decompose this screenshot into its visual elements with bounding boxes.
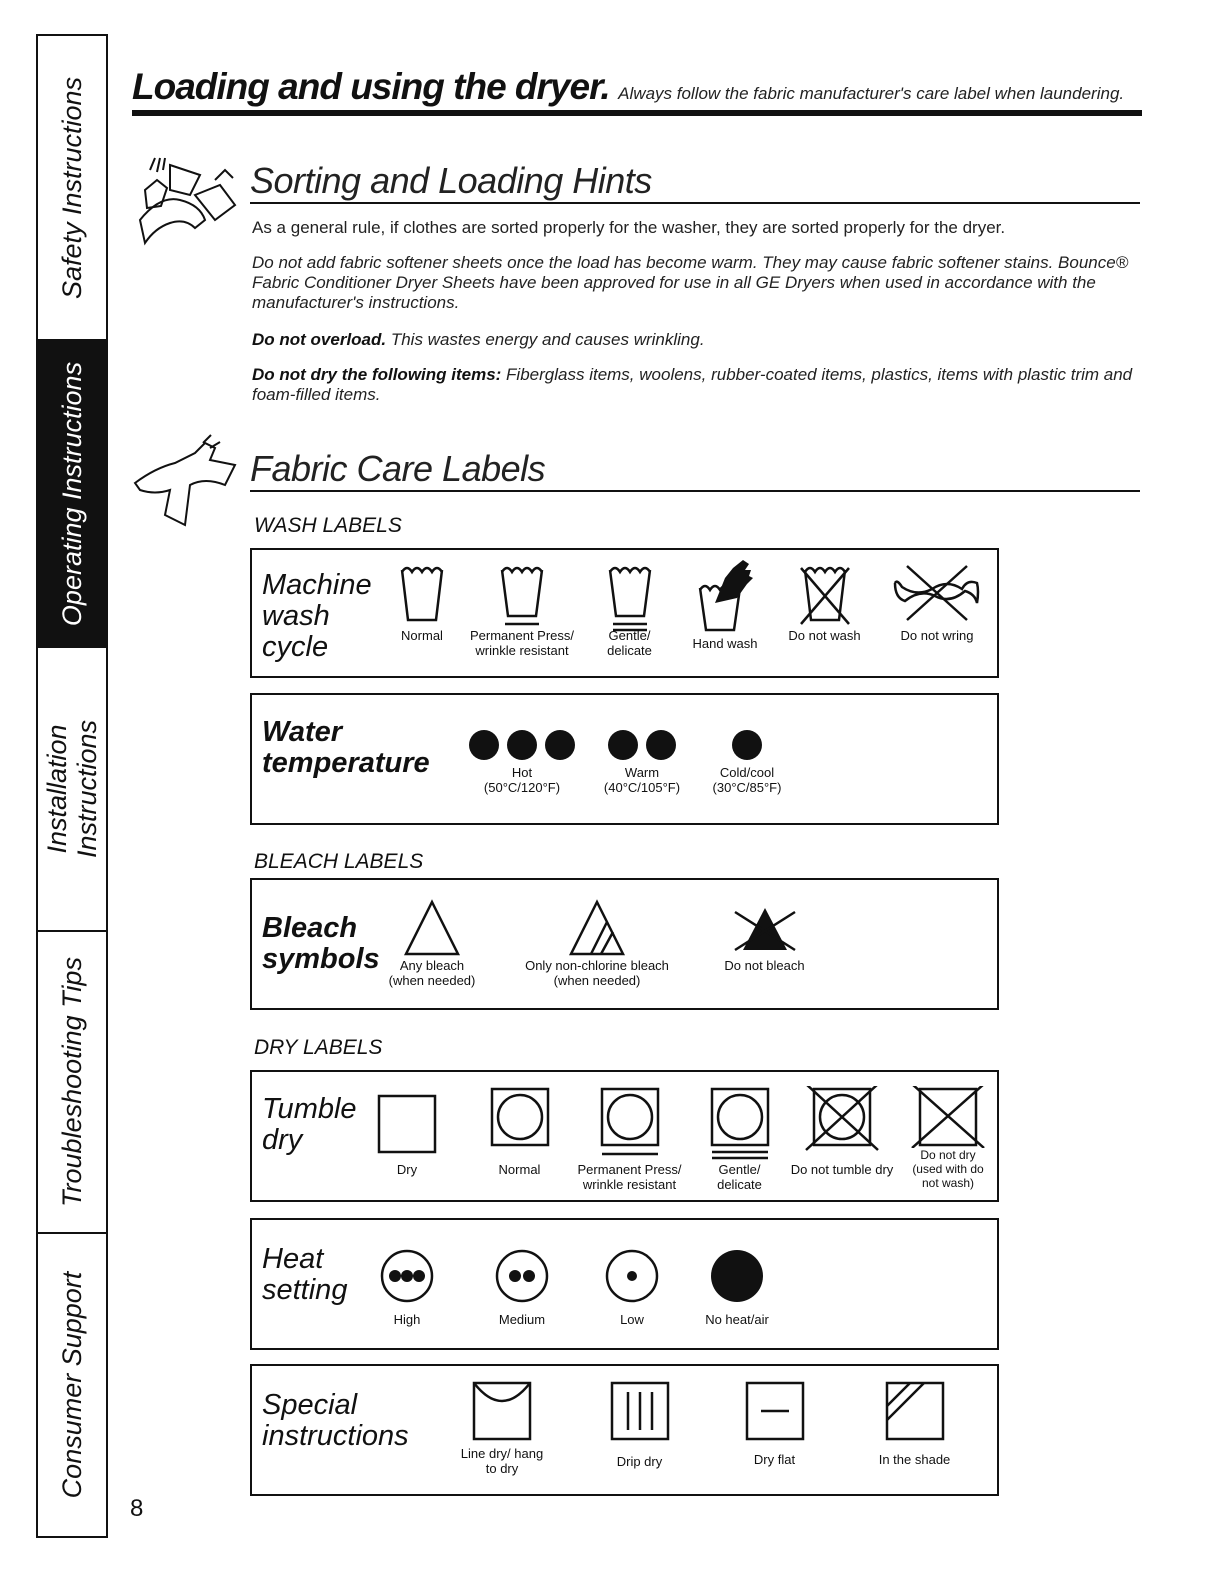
square-crossed-icon (908, 1086, 988, 1148)
water-warm-sub: (40°C/105°F) (603, 780, 681, 795)
water-temperature-box (250, 693, 999, 825)
section-heading-fabric-care (250, 448, 1140, 492)
heat-medium-icon (494, 1248, 550, 1304)
do-not-dry-item (904, 1086, 992, 1190)
square-circle-crossed-icon (802, 1086, 882, 1162)
water-cold-item (697, 725, 797, 795)
water-warm-label: Warm (624, 765, 660, 780)
dry-flat-icon (744, 1380, 806, 1446)
tumble-dry-box (250, 1070, 999, 1202)
heat-medium-item (477, 1248, 567, 1327)
wash-gentle-label: Gentle/ delicate (607, 628, 652, 658)
machine-wash-title: Machine wash cycle (262, 569, 372, 663)
water-hot-label: Hot (511, 765, 533, 780)
tab-label: Troubleshooting Tips (57, 957, 87, 1207)
no-heat-icon (709, 1248, 765, 1304)
non-chlorine-bleach-label: Only non-chlorine bleach (525, 958, 669, 973)
tumble-dry-item (367, 1086, 447, 1177)
shirt-clipart-icon (125, 428, 245, 538)
tumble-permanent-press-label: Permanent Press/ wrinkle resistant (577, 1162, 682, 1192)
do-not-overload-text: This wastes energy and causes wrinkling. (386, 330, 705, 349)
no-heat-item (692, 1248, 782, 1327)
water-temperature-title: Water temperature (262, 716, 430, 779)
heat-medium-label: Medium (498, 1312, 546, 1327)
heat-low-label: Low (620, 1312, 644, 1327)
water-cold-sub: (30°C/85°F) (712, 780, 782, 795)
sorting-paragraph-4 (252, 365, 1177, 405)
square-circle-bar-icon (599, 1086, 661, 1162)
do-not-wash-label: Do not wash (788, 628, 861, 643)
in-the-shade-item (872, 1380, 957, 1467)
in-the-shade-icon (884, 1380, 946, 1446)
two-dots-icon (606, 725, 678, 765)
line-dry-item (457, 1380, 547, 1476)
do-not-wring-label: Do not wring (900, 628, 974, 643)
do-not-bleach-item (707, 898, 822, 973)
tumble-normal-item (477, 1086, 562, 1177)
tumble-gentle-label: Gentle/ delicate (717, 1162, 762, 1192)
bleach-box (250, 878, 999, 1010)
line-dry-icon (471, 1380, 533, 1446)
heat-low-icon (604, 1248, 660, 1304)
tab-installation-instructions[interactable] (38, 646, 108, 930)
hand-wash-icon (695, 558, 755, 636)
heat-setting-title: Heat setting (262, 1243, 348, 1306)
sorting-paragraph-3 (252, 330, 1177, 350)
tab-label: Installation Instructions (42, 719, 102, 859)
drip-dry-label: Drip dry (616, 1454, 663, 1469)
machine-wash-box (250, 548, 999, 678)
section-heading-sorting (250, 160, 1140, 204)
page-number: 8 (130, 1495, 144, 1522)
page-subtitle: Always follow the fabric manufacturer's care label when laundering. (618, 84, 1125, 103)
line-dry-label: Line dry/ hang to dry (460, 1446, 544, 1476)
no-heat-label: No heat/air (705, 1312, 769, 1327)
tumble-normal-label: Normal (498, 1162, 541, 1177)
in-the-shade-label: In the shade (878, 1452, 951, 1467)
heat-high-item (367, 1248, 447, 1327)
tab-safety-instructions[interactable] (38, 34, 108, 339)
water-hot-sub: (50°C/120°F) (483, 780, 561, 795)
water-warm-item (587, 725, 697, 795)
do-not-overload-label: Do not overload. (252, 330, 387, 349)
wash-gentle-item (587, 558, 672, 658)
triangle-crossed-icon (725, 898, 805, 958)
tab-label: Consumer Support (57, 1271, 87, 1499)
fabric-care-title: Fabric Care Labels (250, 448, 546, 489)
non-chlorine-bleach-sub: (when needed) (553, 973, 641, 988)
special-instructions-box (250, 1364, 999, 1496)
sorting-paragraph-1: As a general rule, if clothes are sorted properly for the washer, they are sorted properly for the dryer. (252, 218, 1006, 237)
triangle-icon (402, 898, 462, 958)
wash-normal-label: Normal (401, 628, 443, 643)
do-not-wash-item (777, 558, 872, 643)
do-not-dry-label: Do not dry (used with do not wash) (912, 1148, 984, 1190)
tab-label: Safety Instructions (57, 76, 87, 299)
three-dots-icon (467, 725, 577, 765)
sorting-title: Sorting and Loading Hints (250, 160, 652, 201)
tumble-dry-title: Tumble dry (262, 1093, 357, 1156)
washtub-gentle-icon (605, 558, 655, 636)
side-tab-bar (36, 34, 108, 1538)
non-chlorine-bleach-item (507, 898, 687, 988)
tumble-gentle-item (697, 1086, 782, 1192)
square-icon (376, 1086, 438, 1162)
do-not-dry-label: Do not dry the following items: (252, 365, 502, 384)
tumble-dry-label: Dry (396, 1162, 418, 1177)
do-not-tumble-dry-label: Do not tumble dry (790, 1162, 894, 1177)
triangle-striped-icon (567, 898, 627, 958)
square-circle-icon (489, 1086, 551, 1162)
clothes-clipart-icon (125, 150, 245, 250)
sorting-paragraph-2: Do not add fabric softener sheets once the load has become warm. They may cause fabric softener stains. Bounce® Fabric Conditioner Dryer Sheets have been approved for use in all GE Dryers when used in accordance with the manufacturer's instructions. (252, 253, 1129, 312)
heat-setting-box (250, 1218, 999, 1350)
tab-troubleshooting-tips[interactable] (38, 930, 108, 1232)
wash-labels-heading: WASH LABELS (254, 514, 402, 537)
do-not-wash-icon (795, 558, 855, 628)
dry-flat-label: Dry flat (753, 1452, 796, 1467)
do-not-dry-text: Fiberglass items, woolens, rubber-coated items, plastics, items with plastic trim and foam-filled items. (252, 365, 1133, 404)
do-not-wring-item (882, 558, 992, 643)
washtub-normal-icon (397, 558, 447, 628)
square-circle-two-bars-icon (709, 1086, 771, 1162)
hand-wash-item (680, 558, 770, 651)
water-hot-item (457, 725, 587, 795)
drip-dry-item (597, 1380, 682, 1469)
heat-high-label: High (393, 1312, 421, 1327)
dry-labels-heading: DRY LABELS (254, 1036, 383, 1059)
heat-high-icon (379, 1248, 435, 1304)
page-title: Loading and using the dryer. (132, 66, 610, 107)
do-not-tumble-dry-item (787, 1086, 897, 1177)
any-bleach-sub: (when needed) (388, 973, 476, 988)
wash-normal-item (372, 558, 472, 643)
wash-permanent-press-item (467, 558, 577, 658)
bleach-title: Bleach symbols (262, 912, 380, 975)
bleach-labels-heading: BLEACH LABELS (254, 850, 424, 873)
any-bleach-item (377, 898, 487, 988)
hand-wash-label: Hand wash (692, 636, 758, 651)
wash-permanent-press-label: Permanent Press/ wrinkle resistant (469, 628, 575, 658)
water-cold-label: Cold/cool (719, 765, 775, 780)
heat-low-item (592, 1248, 672, 1327)
washtub-permanent-press-icon (497, 558, 547, 628)
tab-label: Operating Instructions (57, 361, 87, 626)
any-bleach-label: Any bleach (399, 958, 465, 973)
tumble-permanent-press-item (572, 1086, 687, 1192)
dry-flat-item (732, 1380, 817, 1467)
special-instructions-title: Special instructions (262, 1389, 409, 1452)
one-dot-icon (730, 725, 764, 765)
do-not-wring-icon (887, 558, 987, 628)
do-not-bleach-label: Do not bleach (724, 958, 805, 973)
tab-operating-instructions[interactable] (38, 339, 108, 646)
tab-consumer-support[interactable] (38, 1232, 108, 1536)
drip-dry-icon (609, 1380, 671, 1446)
page-header (132, 66, 1142, 116)
